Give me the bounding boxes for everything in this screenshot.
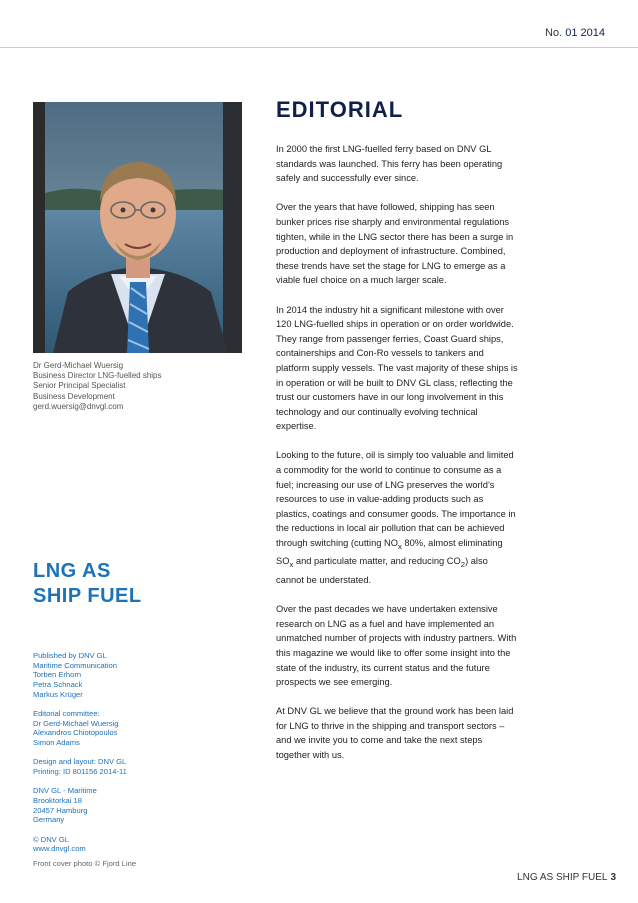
publisher-line: Maritime Communication	[33, 660, 117, 670]
portrait-photo	[33, 102, 242, 353]
issue-number	[545, 27, 605, 39]
committee-block	[33, 709, 127, 748]
design-block	[33, 757, 127, 776]
caption-name: Dr Gerd-Michael Wuersig	[33, 361, 124, 370]
footer-label: LNG AS SHIP FUEL	[517, 872, 608, 883]
paragraph: Over the years that have followed, shipping has seen bunker prices rise sharply and environmental regulations tighten, while in the LNG sector there has been a surge in production and deployment of infrastructure. Combined, these trends have set the stage for LNG to emerge as a viable fuel choice on a much larger scale.	[276, 202, 514, 286]
paragraph: In 2014 the industry hit a significant milestone with over 120 LNG-fuelled ships in operation or on order worldwide. They range from passenger ferries, Coast Guard ships, containerships and Con-Ro vessels to tankers and platform supply vessels. The vast majority of these ships is in operation or will be built to DNV GL class, reflecting the trust our customers have in our long involvement in this technology and our continually evolving technical expertise.	[276, 304, 518, 432]
editorial-body	[276, 142, 518, 777]
address-line: 20457 Hamburg	[33, 805, 88, 815]
magazine-title	[33, 559, 142, 609]
committee-line: Dr Gerd-Michael Wuersig	[33, 718, 119, 728]
website-link[interactable]: www.dnvgl.com	[33, 844, 86, 854]
address-line: Brooktorkai 18	[33, 795, 82, 805]
publication-info	[33, 651, 127, 863]
design-line: Design and layout: DNV GL	[33, 757, 127, 767]
paragraph: In 2000 the first LNG-fuelled ferry based on DNV GL standards was launched. This ferry has been operating safely and successfully ever since.	[276, 144, 503, 184]
paragraph: Over the past decades we have undertaken extensive research on LNG as a fuel and have implemented an unmatched number of projects with industry partners. With this magazine we would like to offer some insight into the state of the industry, its current status and the future prospects we see emerging.	[276, 604, 517, 688]
committee-line: Alexandros Chiotopoulos	[33, 728, 118, 738]
paragraph	[276, 448, 518, 587]
subscript: x	[397, 541, 402, 551]
magazine-title-line1: LNG AS	[33, 560, 111, 582]
address-line: Germany	[33, 815, 65, 825]
paragraph-text: 80%, almost eliminating SO	[276, 538, 503, 567]
header-divider	[0, 47, 638, 48]
publisher-line: Markus Krüger	[33, 689, 83, 699]
editorial-title: EDITORIAL	[276, 97, 404, 122]
caption-email[interactable]: gerd.wuersig@dnvgl.com	[33, 401, 124, 411]
subscript: 2	[460, 560, 466, 570]
subscript: x	[289, 560, 294, 570]
committee-line: Simon Adams	[33, 738, 80, 748]
caption-unit: Business Development	[33, 391, 115, 401]
issue-value: 01 2014	[565, 27, 605, 39]
design-line: Printing: ID 801156 2014-11	[33, 767, 127, 777]
address-line: DNV GL - Maritime	[33, 786, 97, 796]
paragraph-text: and particulate matter, and reducing CO	[293, 556, 461, 567]
portrait-caption	[33, 361, 162, 412]
publisher-line: Published by DNV GL	[33, 651, 107, 660]
copyright-line: © DNV GL	[33, 834, 69, 844]
issue-prefix: No.	[545, 27, 563, 39]
cover-photo-credit: Front cover photo © Fjord Line	[33, 859, 137, 868]
paragraph-text: ) also cannot be understated.	[276, 556, 488, 585]
committee-line: Editorial committee:	[33, 709, 100, 719]
caption-position: Senior Principal Specialist	[33, 381, 126, 391]
page-footer	[517, 872, 616, 883]
publisher-line: Petra Schnack	[33, 680, 83, 690]
copyright-block	[33, 835, 127, 854]
publisher-line: Torben Erhorn	[33, 670, 82, 680]
page-number: 3	[610, 872, 616, 883]
address-block	[33, 786, 127, 825]
caption-role: Business Director LNG-fuelled ships	[33, 371, 162, 381]
paragraph: At DNV GL we believe that the ground work has been laid for LNG to thrive in the shipping and transport sectors – and we invite you to come and take the next steps together with us.	[276, 706, 514, 761]
paragraph-text: Looking to the future, oil is simply too valuable and limited a commodity for the world to continue to consume as a fuel; increasing our use of LNG preserves the world’s resources to use in value-adding products such as plastics, coatings and consumer goods. The importance in the reductions in local air pollution that can be achieved through switching (cutting NO	[276, 450, 516, 549]
magazine-title-line2: SHIP FUEL	[33, 585, 142, 607]
publisher-block	[33, 651, 127, 700]
